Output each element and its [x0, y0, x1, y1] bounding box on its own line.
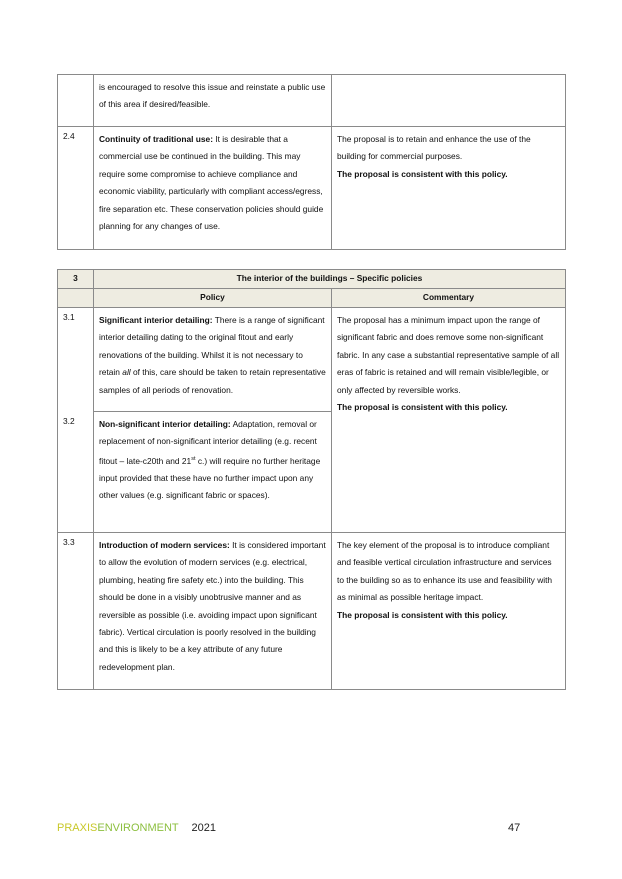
row-number-cell [58, 75, 94, 127]
footer-brand [57, 822, 216, 834]
policy-table-section3 [57, 269, 566, 690]
policy-table-section2 [57, 74, 566, 250]
commentary-cell [332, 127, 566, 250]
table-row [58, 308, 566, 412]
commentary-cell [332, 75, 566, 127]
page-number: 47 [508, 822, 521, 834]
commentary-cell [332, 308, 566, 533]
commentary-conclusion: The proposal is consistent with this policy. [337, 168, 508, 179]
table-row [58, 75, 566, 127]
policy-text-emphasis: all [122, 367, 131, 378]
policy-text: There is a range of significant interior detailing dating to the original fitout and early renovations of the building. Whilst it is not necessary to retain [99, 315, 325, 378]
brand-praxis: PRAXIS [57, 822, 98, 834]
policy-text: It is considered important to allow the evolution of modern services (e.g. electrical, plumbing, heating fire safety etc.) into the building. This should be done in a visibly unobtrusive manner and as reversible as possible (i.e. avoiding impact upon significant fabric). Vertical circulation is poorly resolved in the building and this is likely to be a key attribute of any future redevelopment plan. [99, 540, 326, 672]
table-row [58, 127, 566, 250]
policy-cell [94, 308, 332, 412]
row-number: 2.4 [63, 131, 75, 141]
policy-title: Introduction of modern services: [99, 540, 230, 550]
section-number: 3 [73, 273, 78, 283]
commentary-text: The proposal has a minimum impact upon the range of significant fabric and does remove some non-significant fabric. In any case a substantial representative sample of all eras of fabric is retained and will remain visible/legible, or only affected by reversible works. [337, 315, 560, 395]
policy-text: It is desirable that a commercial use be continued in the building. This may require some compromise to achieve compliance and economic viability, particularly with compliant access/egress, fire separation etc. These conservation policies should guide planning for any changes of use. [99, 134, 324, 232]
commentary-text: The proposal is to retain and enhance the use of the building for commercial purposes. [337, 134, 531, 162]
policy-cell [94, 533, 332, 690]
row-number-cell [58, 308, 94, 412]
column-header-policy-label: Policy [200, 292, 225, 302]
policy-title: Significant interior detailing: [99, 315, 213, 325]
policy-text: c.) will require no further heritage input provided that these have no further impact upon any other values (e.g. significant fabric or spaces). [99, 455, 321, 501]
commentary-cell [332, 533, 566, 690]
row-number: 3.2 [63, 415, 75, 426]
policy-text: Adaptation, removal or replacement of non-significant interior detailing (e.g. recent fitout – late-c20th and 21 [99, 419, 317, 466]
policy-cell [94, 412, 332, 533]
column-header-commentary-label: Commentary [422, 292, 475, 302]
section-header-row [58, 270, 566, 289]
policy-superscript: st [191, 455, 196, 462]
column-header-policy [94, 289, 332, 308]
commentary-text: The key element of the proposal is to introduce compliant and feasible vertical circulation infrastructure and services to the building so as to enhance its use and feasibility with as minimal as possible heritage impact. [337, 540, 553, 603]
row-number-cell [58, 412, 94, 533]
section-title: The interior of the buildings – Specific policies [236, 273, 423, 283]
section-number-cell [58, 270, 94, 289]
commentary-conclusion: The proposal is consistent with this policy. [337, 609, 508, 620]
empty-header-cell [58, 289, 94, 308]
column-header-commentary [332, 289, 566, 308]
policy-cell [94, 75, 332, 127]
policy-text: of this, care should be taken to retain representative samples of all periods of renovation. [99, 367, 326, 395]
section-title-cell [94, 270, 566, 289]
row-number-cell [58, 533, 94, 690]
policy-title: Continuity of traditional use: [99, 134, 213, 144]
row-number: 3.1 [63, 312, 75, 322]
footer-year: 2021 [191, 822, 216, 834]
table-row [58, 533, 566, 690]
policy-text: is encouraged to resolve this issue and reinstate a public use of this area if desired/feasible. [99, 82, 326, 110]
column-header-row [58, 289, 566, 308]
policy-cell [94, 127, 332, 250]
policy-title: Non-significant interior detailing: [99, 419, 231, 429]
row-number: 3.3 [63, 537, 75, 547]
commentary-conclusion: The proposal is consistent with this policy. [337, 402, 508, 413]
brand-environment: ENVIRONMENT [97, 822, 179, 834]
row-number-cell [58, 127, 94, 250]
